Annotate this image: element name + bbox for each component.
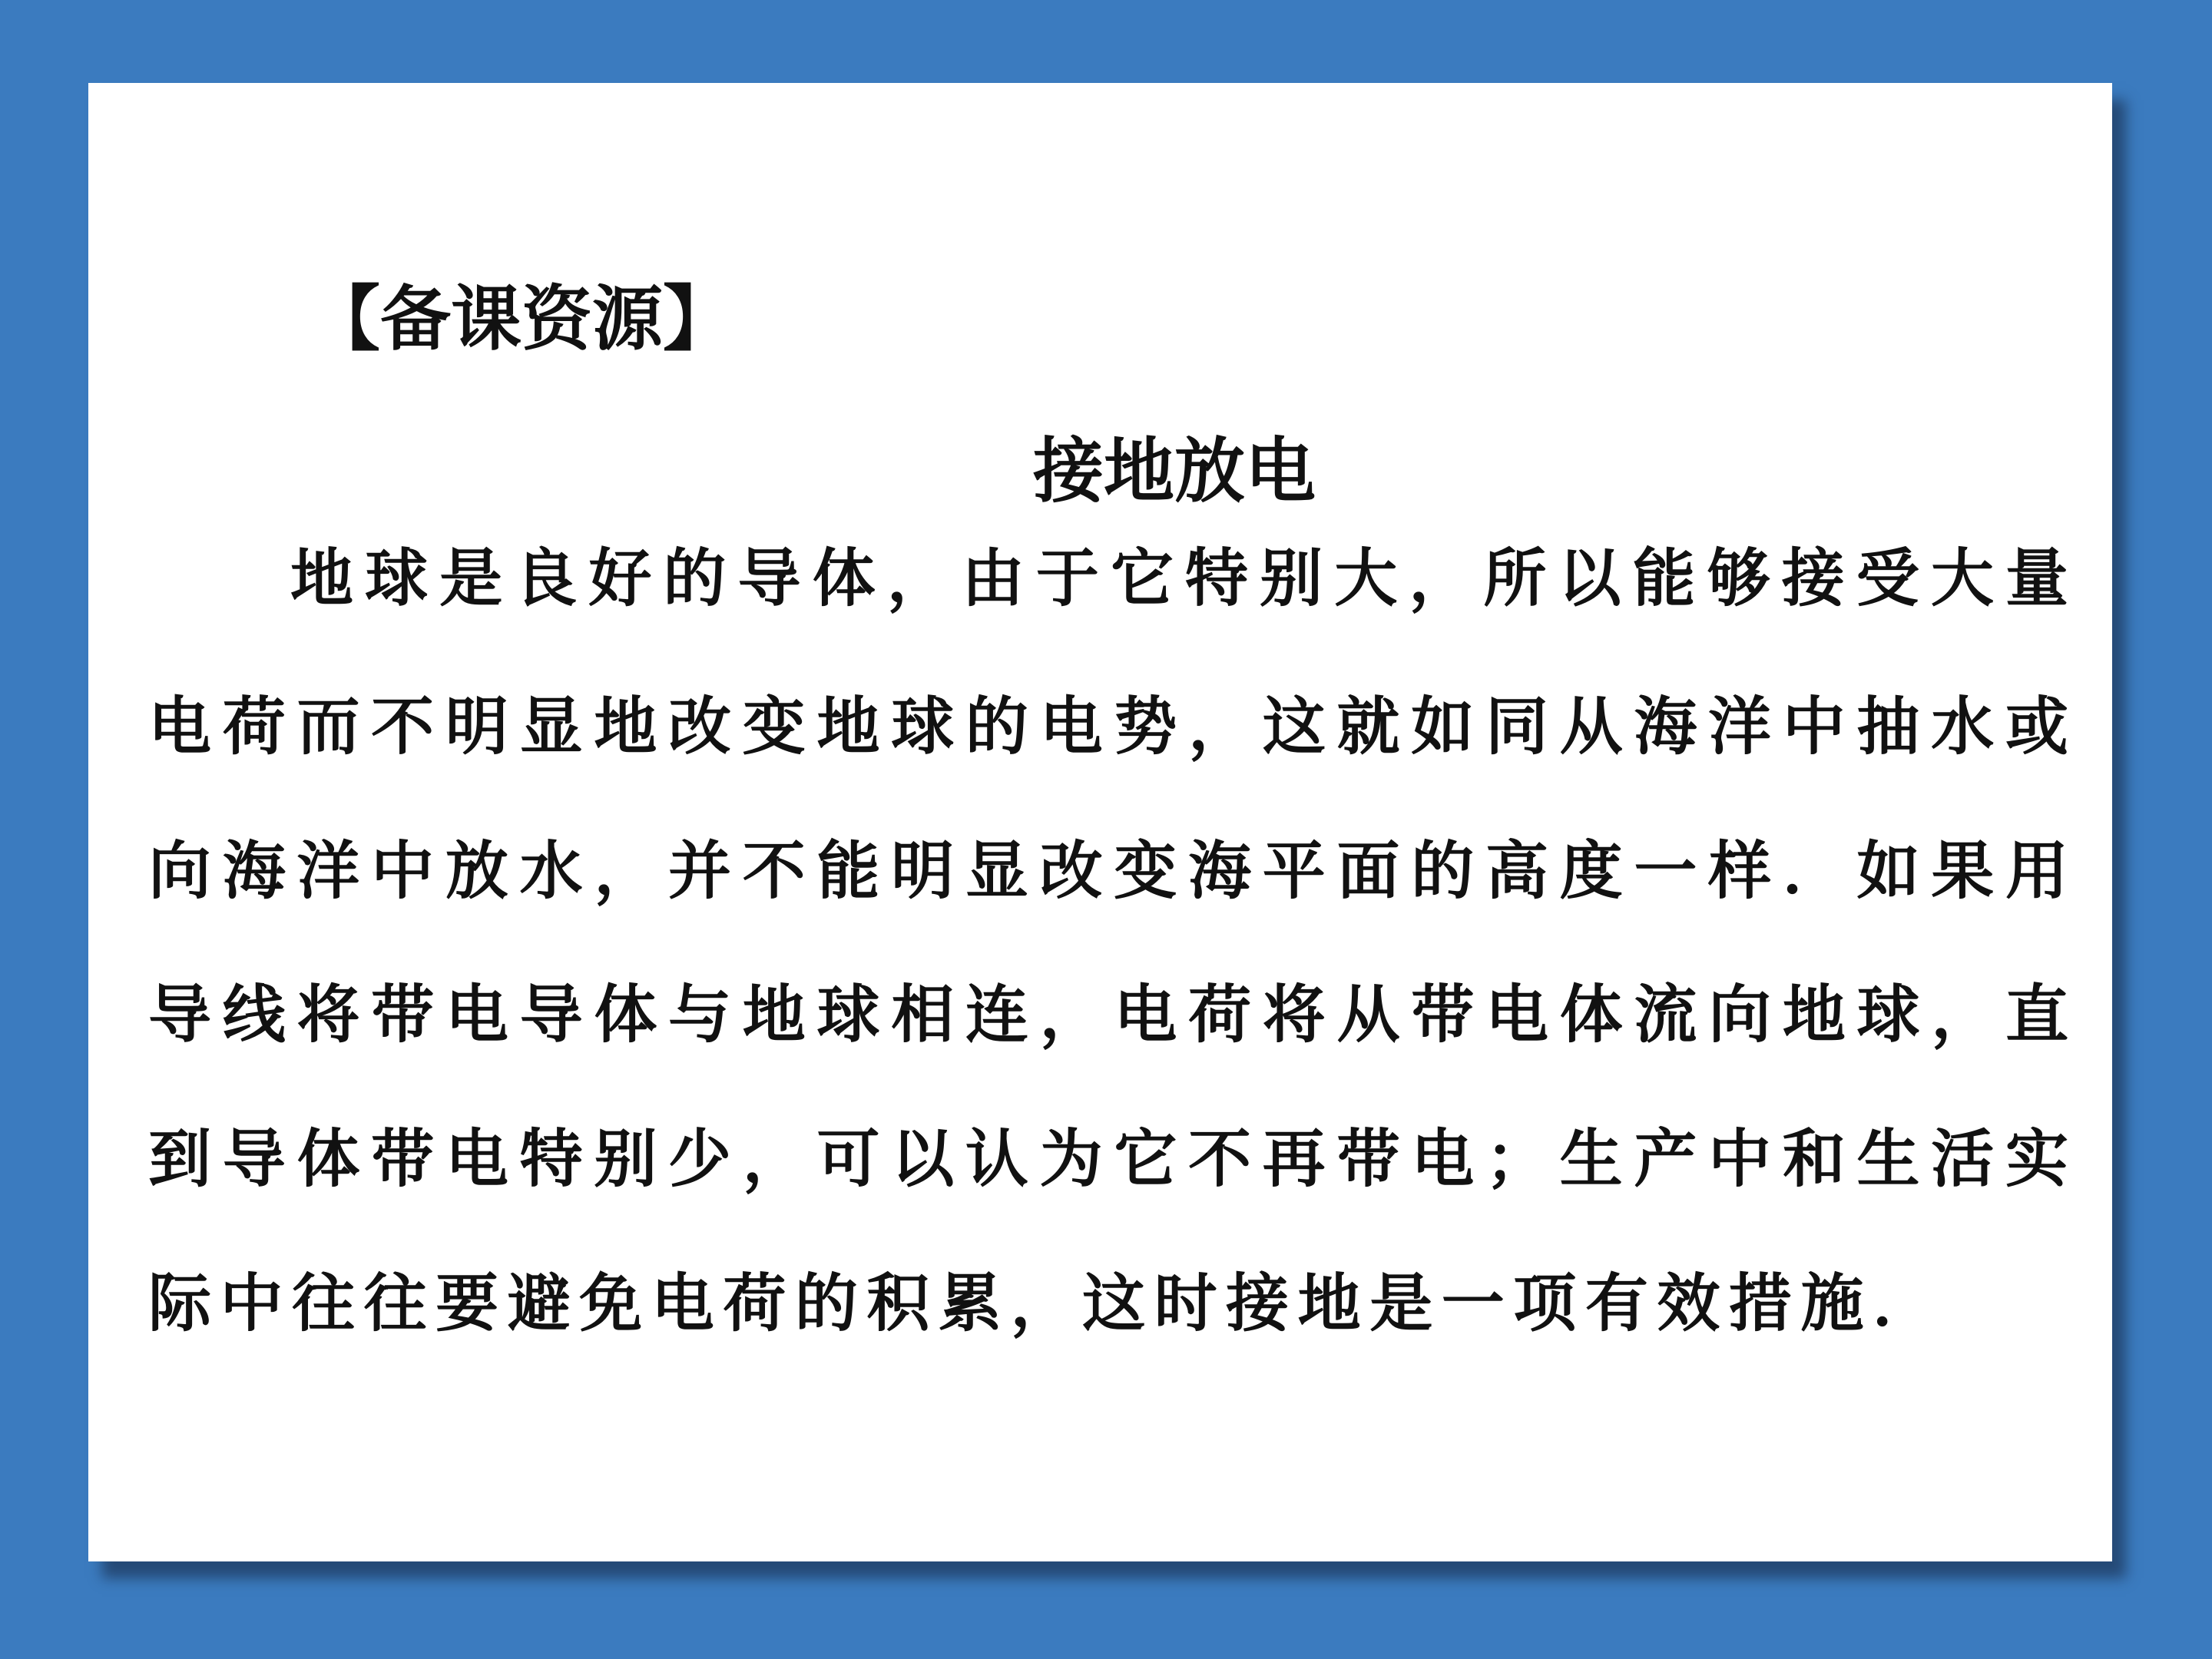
article-title: 接地放电: [1033, 430, 1316, 512]
paragraph-line-5: 到导体带电特别少，可以认为它不再带电；生产中和生活实: [148, 1122, 2068, 1196]
section-label: 【备课资源】: [310, 278, 734, 360]
paragraph-line-1: 地球是良好的导体，由于它特别大，所以能够接受大量: [290, 541, 2068, 615]
slide-panel: [88, 83, 2112, 1561]
paragraph-line-2: 电荷而不明显地改变地球的电势，这就如同从海洋中抽水或: [148, 690, 2068, 763]
paragraph-line-3: 向海洋中放水，并不能明显改变海平面的高度一样．如果用: [148, 834, 2068, 908]
paragraph-line-6: 际中往往要避免电荷的积累，这时接地是一项有效措施．: [148, 1267, 1936, 1340]
paragraph-line-4: 导线将带电导体与地球相连，电荷将从带电体流向地球，直: [148, 978, 2068, 1051]
